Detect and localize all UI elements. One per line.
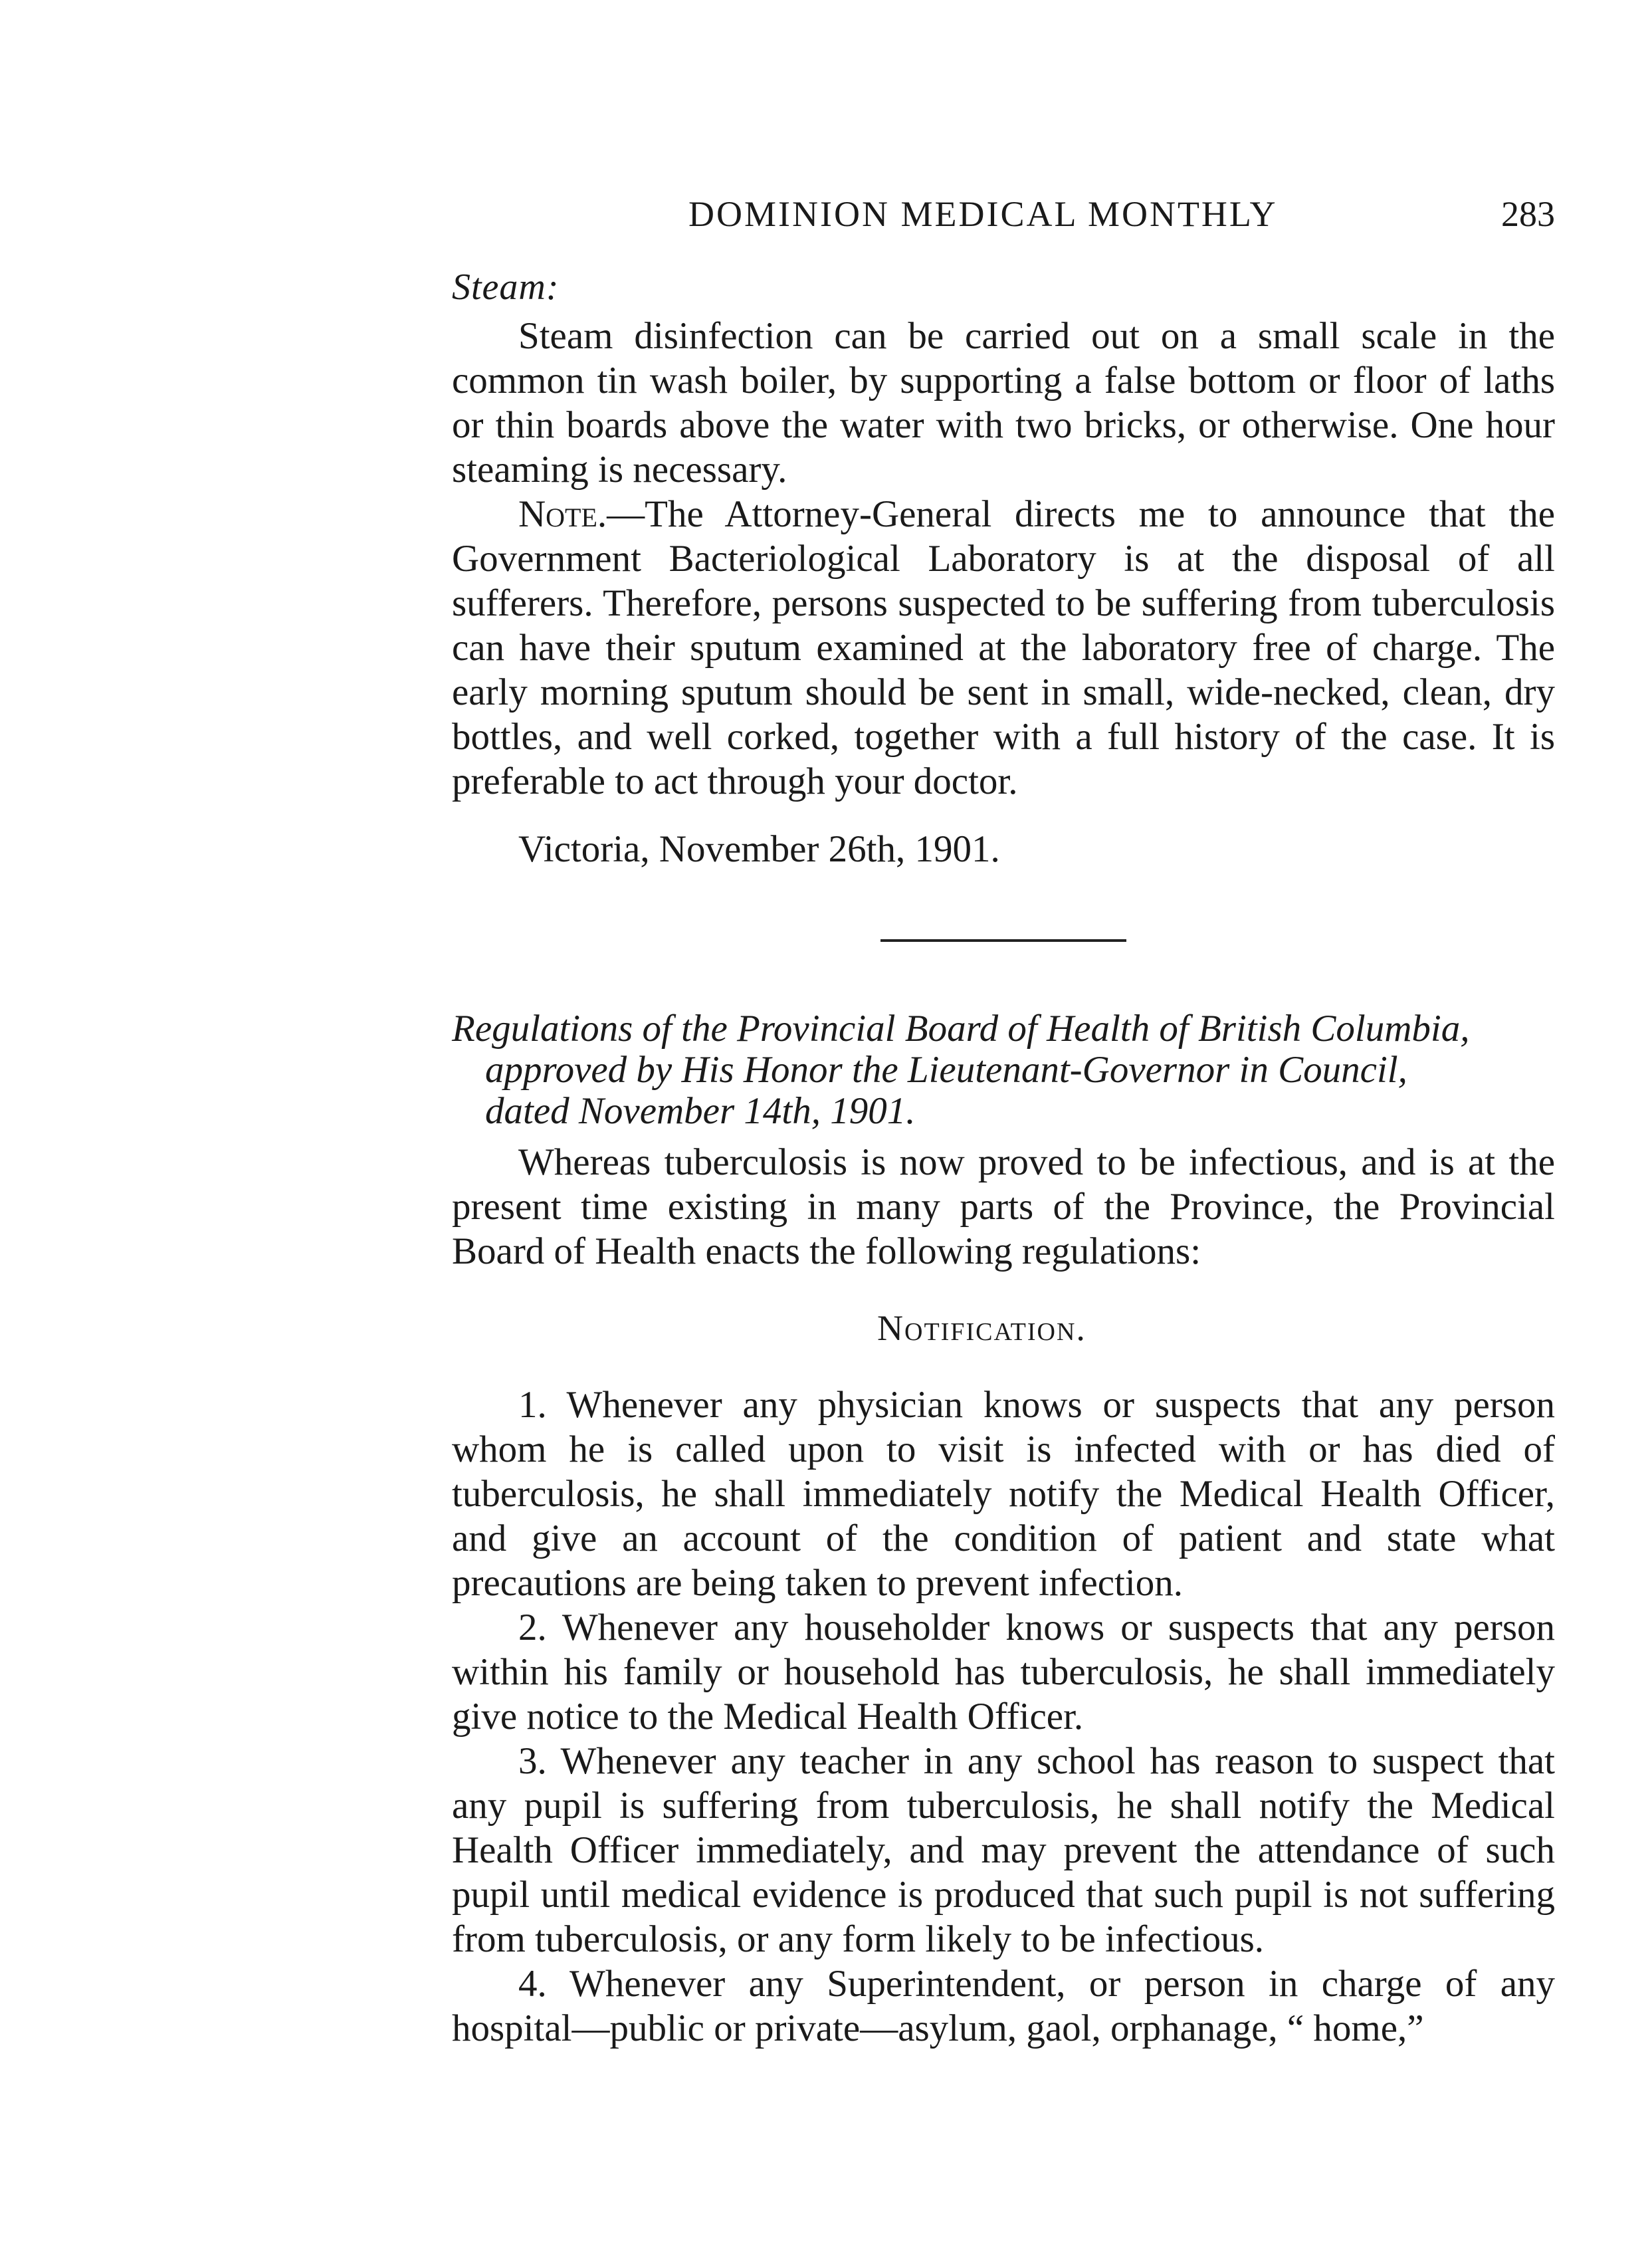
regulation-item-3: 3. Whenever any teacher in any school has reason to suspect that any pupil is suffering from tuberculosis, he shall notify the Medical Health Officer immediately, and may prevent the attendance of such pupil until medical evidence is produced that such pupil is not suffering from tuberculosis, or any form likely to be infectious. [452, 1740, 1555, 1960]
regulation-items-block [452, 1383, 1555, 2051]
regulation-title-line-1: Regulations of the Provincial Board of Health of British Columbia, [452, 1008, 1470, 1050]
running-head: DOMINION MEDICAL MONTHLY [688, 194, 1278, 234]
note-lead: Note. [518, 493, 607, 535]
regulation-item-2: 2. Whenever any householder knows or suspects that any person within his family or household has tuberculosis, he shall immediately give notice to the Medical Health Officer. [452, 1607, 1555, 1738]
section-divider [880, 939, 1126, 942]
preamble-block [452, 1140, 1555, 1274]
regulation-item-4: 4. Whenever any Superintendent, or person in charge of any hospital—public or private—asylum, gaol, orphanage, “ home,” [452, 1963, 1555, 2049]
steam-section-label: Steam: [452, 267, 560, 308]
regulation-title-line-2: approved by His Honor the Lieutenant-Governor in Council, [485, 1049, 1407, 1091]
page-header [452, 187, 1555, 241]
note-text: —The Attorney-General directs me to announce that the Government Bacteriological Laboratory is at the disposal of all sufferers. Therefore, persons suspected to be suffering from tuberculosis can have their sputum examined at the laboratory free of charge. The early morning sputum should be sent in small, wide-necked, clean, dry bottles, and well corked, together with a full history of the case. It is preferable to act through your doctor. [452, 493, 1555, 802]
regulation-item-1: 1. Whenever any physician knows or suspects that any person whom he is called upon to visit is infected with or has died of tuberculosis, he shall immediately notify the Medical Health Officer, and give an account of the condition of patient and state what precautions are being taken to prevent infection. [452, 1384, 1555, 1604]
notification-subheading: Notification. [877, 1308, 1086, 1348]
steam-paragraph-block [452, 314, 1555, 804]
preamble-paragraph: Whereas tuberculosis is now proved to be infectious, and is at the present time existing in many parts of the Province, the Provincial Board of Health enacts the following regulations: [452, 1141, 1555, 1272]
page-number: 283 [1501, 194, 1555, 234]
regulation-title-line-3: dated November 14th, 1901. [485, 1090, 916, 1132]
note-paragraph [452, 492, 1555, 804]
regulation-title [452, 1008, 1555, 1132]
sign-off-date: Victoria, November 26th, 1901. [518, 828, 1000, 870]
steam-paragraph: Steam disinfection can be carried out on a small scale in the common tin wash boiler, by supporting a false bottom or floor of laths or thin boards above the water with two bricks, or otherwise. One hour steaming is necessary. [452, 315, 1555, 491]
